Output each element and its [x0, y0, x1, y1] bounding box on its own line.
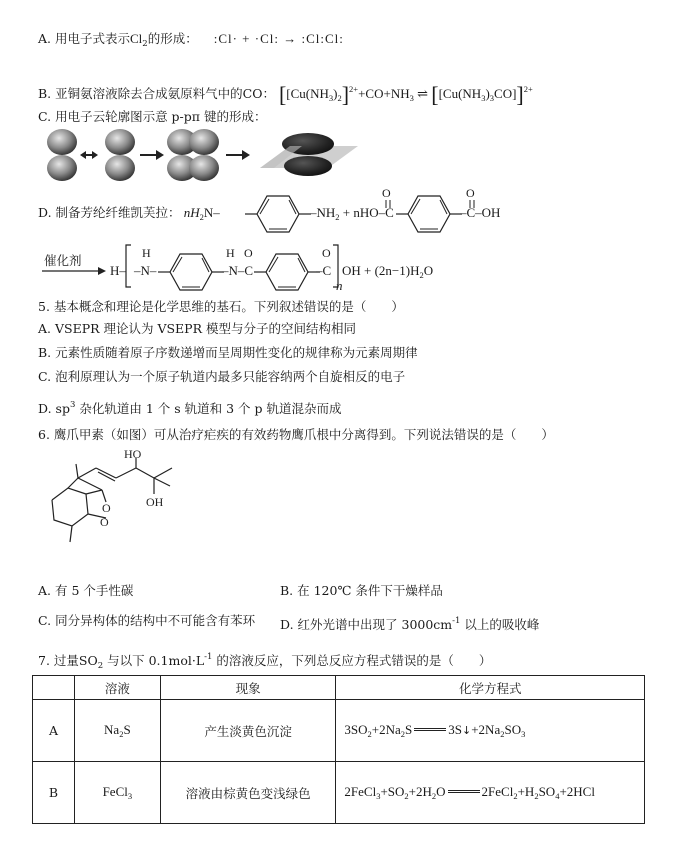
b-complex-right: [Cu(NH [438, 86, 482, 101]
carbonyl-double-bond-2 [468, 200, 476, 208]
b-eq-1: 2FeCl [344, 784, 377, 799]
b-sub2: 2 [337, 93, 342, 103]
q5-option-b: B. 元素性质随着原子序数递增而呈周期性变化的规律称为元素周期律 [38, 345, 418, 360]
row-a-label: A [33, 700, 75, 762]
d-product-c: –C [316, 263, 332, 278]
row-a-equation [336, 700, 645, 762]
d-catalyst-label: 催化剂 [44, 253, 82, 268]
q5-d-sup: 3 [69, 400, 76, 410]
peroxide-o-bottom: O [100, 515, 109, 529]
a-eq-1: 3SO [344, 722, 368, 737]
cl2-sub: 2 [142, 39, 148, 49]
row-b-solution [74, 762, 160, 824]
d-monomer1-left: nH [183, 205, 200, 220]
d-carbonyl-o-2: O [466, 186, 475, 200]
q7-stem-mid: 与以下 0.1mol·L [103, 653, 205, 668]
q7-stem-suffix: 的溶液反应，下列总反应方程式错误的是（ ） [212, 653, 492, 668]
p-orbital-single [47, 129, 77, 181]
row-b-fecl: FeCl [102, 784, 128, 799]
q6-d-sup: -1 [452, 616, 461, 626]
d-plus-n: + n [339, 205, 360, 220]
carbonyl-double-bond-1 [384, 200, 392, 208]
equilibrium-arrow: ⇌ [417, 86, 428, 101]
benzene-ring-1 [245, 192, 311, 236]
d-tail-sub: 2 [419, 270, 424, 280]
d-carbonyl-o-1: O [382, 186, 391, 200]
table-row [33, 700, 645, 762]
row-b-phenomenon: 溶液由棕黄色变浅绿色 [160, 762, 336, 824]
a-eq-5: +2Na [471, 722, 501, 737]
d-product-h: H– [110, 263, 126, 278]
header-solution: 溶液 [74, 676, 160, 700]
b-sub3: 3 [328, 93, 334, 103]
d-product-o3: O [244, 246, 253, 260]
benzene-ring-4 [254, 250, 320, 294]
option-d-label: D. 制备芳纶纤维凯芙拉： [38, 205, 181, 220]
b-eq-sub-2: 2 [404, 791, 409, 801]
p-orbitals-overlap [167, 129, 219, 181]
option-a-electron-formula [38, 30, 344, 53]
d-monomer1-sub: 2 [199, 212, 204, 222]
row-b-label: B [33, 762, 75, 824]
q6-option-d [280, 612, 539, 634]
d-monomer1-n: N– [203, 205, 220, 220]
row-a-solution [74, 700, 160, 762]
d-product-left-bracket [124, 244, 132, 288]
row-a-phenomenon: 产生淡黄色沉淀 [160, 700, 336, 762]
b-eq-sub-1: 3 [376, 791, 381, 801]
q5-option-c: C. 泡利原理认为一个原子轨道内最多只能容纳两个自旋相反的电子 [38, 369, 406, 384]
d-amine-end: $-NH_2 + nHO-C$ [310, 205, 394, 222]
benzene-ring-3 [158, 250, 224, 294]
equal-sign-bar [448, 790, 480, 793]
option-b-equation: B. 亚铜氨溶液除去合成氨原料气中的CO： [$[Cu(NH_3)_2]^{2+}+CO+NH_3$ ⇌ $[[Cu(NH_3)_3CO]]^{2+}$ [38, 82, 533, 107]
q6-option-c: C. 同分异构体的结构中不可能含有苯环 [38, 613, 256, 628]
q7-stem-sub: 2 [97, 661, 104, 671]
p-p-pi-orbital-figure [40, 128, 360, 184]
header-empty [33, 676, 75, 700]
b-eq-2: +SO [380, 784, 405, 799]
q6-option-a: A. 有 5 个手性碳 [38, 583, 134, 598]
d-monomer1-right: –NH [310, 205, 336, 220]
a-eq-sub-3: 2 [500, 729, 505, 739]
d-product-tail [342, 262, 433, 284]
d-catalyst-arrow [42, 267, 106, 275]
d-product-nh-h2: H [226, 246, 235, 260]
b-complex-left: [Cu(NH [286, 86, 329, 101]
q7-stem-prefix: 7. 过量SO [38, 653, 98, 668]
b-eq-7: SO [538, 784, 556, 799]
ho-label: HO [124, 450, 142, 461]
b-eq-sub-6: 4 [555, 791, 560, 801]
option-c-text: C. 用电子云轮廓图示意 p-pπ 键的形成： [38, 109, 267, 124]
precipitate-arrow: ↓ [462, 724, 472, 737]
option-a-suffix: 的形成： [147, 31, 198, 46]
q7-table-header [33, 676, 645, 700]
benzene-ring-2 [396, 192, 462, 236]
d-acid-end: –C–OH [460, 205, 501, 220]
b-eq-5: 2FeCl [481, 784, 514, 799]
table-row [33, 762, 645, 824]
row-b-equation [336, 762, 645, 824]
equal-sign-bar [414, 728, 446, 731]
row-a-na: Na [104, 722, 120, 737]
b-eq-sub-4: 2 [513, 791, 518, 801]
b-eq-4: O [436, 784, 446, 799]
b-complex-co: CO] [494, 86, 517, 101]
b-charge-left: 2+ [349, 84, 359, 94]
d-product-nh-h1: H [142, 246, 151, 260]
d-tail-text: OH + (2n−1)H [342, 263, 420, 278]
header-equation: 化学方程式 [336, 676, 645, 700]
q5-d-suffix: 杂化轨道由 1 个 s 轨道和 3 个 p 轨道混杂而成 [75, 401, 342, 416]
a-eq-2: +2Na [371, 722, 401, 737]
d-product-o4: O [322, 246, 331, 260]
b-eq-6: +H [517, 784, 535, 799]
option-d-reactants [38, 204, 220, 226]
a-eq-sub-1: 2 [367, 729, 372, 739]
p-orbital-second [105, 129, 135, 181]
b-eq-sub-3: 2 [431, 791, 437, 801]
d-product-nc: –N–C [222, 263, 254, 278]
option-b-label: B. 亚铜氨溶液除去合成氨原料气中的CO： [38, 86, 275, 101]
cl2-text: Cl [129, 31, 143, 46]
d-product-n1: –N– [134, 263, 157, 278]
yingzhaosu-structure [40, 450, 200, 560]
peroxide-o-top: O [102, 501, 111, 515]
row-b-sub: 3 [127, 791, 133, 801]
q7-stem [38, 648, 491, 675]
d-product-n-subscript: n [336, 278, 343, 293]
a-eq-sub-2: 2 [400, 729, 406, 739]
q5-d-prefix: D. sp [38, 401, 70, 416]
q6-option-b: B. 在 120℃ 条件下干燥样品 [280, 583, 443, 598]
row-a-sub: 2 [119, 729, 124, 739]
a-eq-4: 3S [448, 722, 462, 737]
q5-option-a: A. VSEPR 理论认为 VSEPR 模型与分子的空间结构相同 [38, 321, 356, 336]
q7-table [32, 675, 645, 824]
d-tail-o: O [423, 263, 434, 278]
oh-label: OH [146, 495, 164, 509]
a-eq-3: S [405, 722, 413, 737]
d-monomer2-left: HO–C [359, 205, 394, 220]
row-a-s: S [123, 722, 131, 737]
a-eq-6: SO [504, 722, 522, 737]
q5-stem: 5. 基本概念和理论是化学思维的基石。下列叙述错误的是（ ） [38, 299, 404, 314]
electron-formula: :Cl· + ·Cl: → :Cl:Cl: [213, 31, 344, 46]
q7-stem-sup: -1 [204, 652, 213, 662]
b-eq-8: +2HCl [559, 784, 595, 799]
header-phenomenon: 现象 [160, 676, 336, 700]
b-reactants: +CO+NH [358, 86, 410, 101]
q6-d-prefix: D. 红外光谱中出现了 3000cm [280, 617, 453, 632]
b-eq-sub-5: 2 [534, 791, 539, 801]
q6-stem: 6. 鹰爪甲素（如图）可从治疗疟疾的有效药物鹰爪根中分离得到。下列说法错误的是（ ） [38, 427, 554, 442]
b-eq-3: +2H [408, 784, 432, 799]
a-eq-sub-4: 3 [521, 729, 526, 739]
q5-option-d [38, 396, 341, 418]
option-a-label: A. 用电子式表示 [38, 31, 130, 46]
q6-d-suffix: 以上的吸收峰 [460, 617, 540, 632]
pi-bond-shape [260, 133, 358, 176]
